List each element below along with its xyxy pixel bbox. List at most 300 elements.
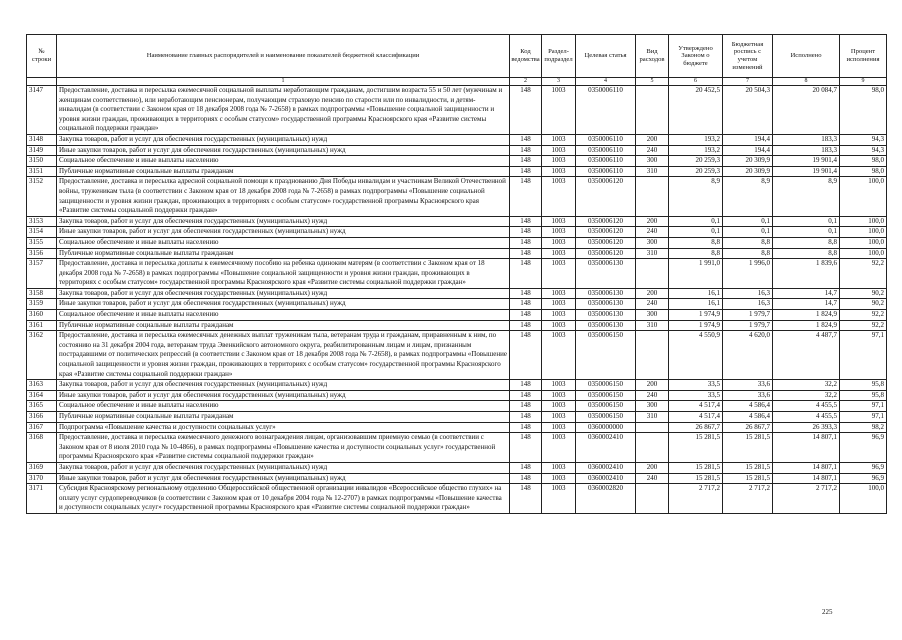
executed-amount-cell: 32,2 [773, 390, 840, 401]
department-code-cell: 148 [510, 177, 542, 216]
column-number-cell: 5 [636, 78, 669, 86]
name-cell: Социальное обеспечение и иные выплаты населению [57, 156, 510, 167]
department-code-cell: 148 [510, 422, 542, 433]
expense-kind-cell: 200 [636, 288, 669, 299]
percent-cell: 100,0 [840, 248, 887, 259]
table-row [27, 145, 887, 156]
approved-amount-cell: 15 281,5 [669, 462, 723, 473]
planned-amount-cell: 0,1 [723, 227, 773, 238]
section-cell: 1003 [542, 299, 576, 310]
row-number-cell: 3158 [27, 288, 57, 299]
executed-amount-cell: 19 901,4 [773, 166, 840, 177]
section-cell: 1003 [542, 331, 576, 380]
name-cell: Закупка товаров, работ и услуг для обеспечения государственных (муниципальных) нужд [57, 288, 510, 299]
column-number-cell: 1 [57, 78, 510, 86]
row-number-cell: 3159 [27, 299, 57, 310]
table-row [27, 380, 887, 391]
planned-amount-cell: 4 620,0 [723, 331, 773, 380]
percent-cell: 100,0 [840, 237, 887, 248]
section-cell: 1003 [542, 237, 576, 248]
row-number-cell: 3153 [27, 216, 57, 227]
planned-amount-cell: 33,6 [723, 390, 773, 401]
expense-kind-cell: 200 [636, 216, 669, 227]
target-article-cell: 0350006120 [576, 227, 636, 238]
planned-amount-cell: 26 867,7 [723, 422, 773, 433]
expense-kind-cell [636, 259, 669, 289]
column-number-row [27, 78, 887, 86]
table-header-row [27, 35, 887, 78]
table-row [27, 259, 887, 289]
executed-amount-cell: 14 807,1 [773, 462, 840, 473]
name-cell: Публичные нормативные социальные выплаты гражданам [57, 412, 510, 423]
name-cell: Иные закупки товаров, работ и услуг для обеспечения государственных (муниципальных) нужд [57, 473, 510, 484]
approved-amount-cell: 15 281,5 [669, 433, 723, 463]
planned-amount-cell: 8,8 [723, 237, 773, 248]
approved-amount-cell: 1 974,9 [669, 310, 723, 321]
executed-amount-cell: 19 901,4 [773, 156, 840, 167]
approved-amount-cell: 4 517,4 [669, 401, 723, 412]
section-cell: 1003 [542, 401, 576, 412]
section-cell: 1003 [542, 412, 576, 423]
table-row [27, 422, 887, 433]
executed-amount-cell: 1 824,9 [773, 320, 840, 331]
percent-cell: 96,9 [840, 462, 887, 473]
row-number-cell: 3155 [27, 237, 57, 248]
planned-amount-cell: 8,9 [723, 177, 773, 216]
name-cell: Иные закупки товаров, работ и услуг для обеспечения государственных (муниципальных) нужд [57, 299, 510, 310]
target-article-cell: 0350006110 [576, 86, 636, 135]
table-row [27, 462, 887, 473]
row-number-cell: 3150 [27, 156, 57, 167]
department-code-cell: 148 [510, 227, 542, 238]
percent-cell: 92,2 [840, 310, 887, 321]
planned-amount-cell: 20 504,3 [723, 86, 773, 135]
section-cell: 1003 [542, 156, 576, 167]
header-expense-kind: Вид расходов [636, 35, 669, 78]
name-cell: Публичные нормативные социальные выплаты гражданам [57, 166, 510, 177]
expense-kind-cell: 300 [636, 156, 669, 167]
column-number-cell: 6 [669, 78, 723, 86]
table-row [27, 166, 887, 177]
department-code-cell: 148 [510, 237, 542, 248]
approved-amount-cell: 1 974,9 [669, 320, 723, 331]
planned-amount-cell: 4 586,4 [723, 412, 773, 423]
name-cell: Закупка товаров, работ и услуг для обеспечения государственных (муниципальных) нужд [57, 380, 510, 391]
expense-kind-cell [636, 86, 669, 135]
approved-amount-cell: 193,2 [669, 134, 723, 145]
section-cell: 1003 [542, 484, 576, 514]
department-code-cell: 148 [510, 331, 542, 380]
name-cell: Иные закупки товаров, работ и услуг для обеспечения государственных (муниципальных) нужд [57, 390, 510, 401]
row-number-cell: 3154 [27, 227, 57, 238]
table-row [27, 177, 887, 216]
approved-amount-cell: 8,9 [669, 177, 723, 216]
expense-kind-cell: 200 [636, 462, 669, 473]
section-cell: 1003 [542, 310, 576, 321]
expense-kind-cell: 200 [636, 134, 669, 145]
row-number-cell: 3171 [27, 484, 57, 514]
column-number-cell: 2 [510, 78, 542, 86]
expense-kind-cell [636, 331, 669, 380]
section-cell: 1003 [542, 216, 576, 227]
table-row [27, 134, 887, 145]
table-row [27, 401, 887, 412]
name-cell: Социальное обеспечение и иные выплаты населению [57, 237, 510, 248]
section-cell: 1003 [542, 390, 576, 401]
percent-cell: 90,2 [840, 299, 887, 310]
target-article-cell: 0350006110 [576, 156, 636, 167]
header-section: Раздел-подраздел [542, 35, 576, 78]
target-article-cell: 0360002820 [576, 484, 636, 514]
column-number-cell [27, 78, 57, 86]
header-target-article: Целевая статья [576, 35, 636, 78]
approved-amount-cell: 2 717,2 [669, 484, 723, 514]
table-row [27, 412, 887, 423]
executed-amount-cell: 2 717,2 [773, 484, 840, 514]
planned-amount-cell: 8,8 [723, 248, 773, 259]
planned-amount-cell: 2 717,2 [723, 484, 773, 514]
budget-report-sheet [26, 34, 886, 514]
approved-amount-cell: 15 281,5 [669, 473, 723, 484]
name-cell: Иные закупки товаров, работ и услуг для обеспечения государственных (муниципальных) нужд [57, 145, 510, 156]
table-row [27, 320, 887, 331]
header-planned: Бюджетная роспись с учетом изменений [723, 35, 773, 78]
percent-cell: 95,8 [840, 380, 887, 391]
header-percent: Процент исполнения [840, 35, 887, 78]
section-cell: 1003 [542, 422, 576, 433]
row-number-cell: 3161 [27, 320, 57, 331]
target-article-cell: 0350006120 [576, 237, 636, 248]
section-cell: 1003 [542, 86, 576, 135]
approved-amount-cell: 8,8 [669, 248, 723, 259]
header-department-code: Код ведомства [510, 35, 542, 78]
expense-kind-cell: 300 [636, 310, 669, 321]
section-cell: 1003 [542, 380, 576, 391]
executed-amount-cell: 4 455,5 [773, 401, 840, 412]
header-approved: Утверждено Законом о бюджете [669, 35, 723, 78]
percent-cell: 98,2 [840, 422, 887, 433]
expense-kind-cell: 240 [636, 390, 669, 401]
department-code-cell: 148 [510, 484, 542, 514]
expense-kind-cell: 310 [636, 248, 669, 259]
percent-cell: 95,8 [840, 390, 887, 401]
row-number-cell: 3156 [27, 248, 57, 259]
expense-kind-cell: 240 [636, 227, 669, 238]
target-article-cell: 0360000000 [576, 422, 636, 433]
target-article-cell: 0350006120 [576, 216, 636, 227]
table-row [27, 216, 887, 227]
section-cell: 1003 [542, 134, 576, 145]
table-row [27, 331, 887, 380]
expense-kind-cell: 240 [636, 145, 669, 156]
department-code-cell: 148 [510, 462, 542, 473]
planned-amount-cell: 16,3 [723, 288, 773, 299]
expense-kind-cell: 240 [636, 299, 669, 310]
department-code-cell: 148 [510, 166, 542, 177]
target-article-cell: 0360002410 [576, 433, 636, 463]
planned-amount-cell: 194,4 [723, 145, 773, 156]
department-code-cell: 148 [510, 299, 542, 310]
table-row [27, 484, 887, 514]
row-number-cell: 3147 [27, 86, 57, 135]
percent-cell: 97,1 [840, 401, 887, 412]
name-cell: Социальное обеспечение и иные выплаты населению [57, 401, 510, 412]
target-article-cell: 0360002410 [576, 473, 636, 484]
planned-amount-cell: 15 281,5 [723, 462, 773, 473]
executed-amount-cell: 20 084,7 [773, 86, 840, 135]
percent-cell: 100,0 [840, 216, 887, 227]
department-code-cell: 148 [510, 401, 542, 412]
row-number-cell: 3169 [27, 462, 57, 473]
table-row [27, 288, 887, 299]
name-cell: Закупка товаров, работ и услуг для обеспечения государственных (муниципальных) нужд [57, 134, 510, 145]
table-row [27, 227, 887, 238]
header-executed: Исполнено [773, 35, 840, 78]
executed-amount-cell: 1 839,6 [773, 259, 840, 289]
department-code-cell: 148 [510, 412, 542, 423]
executed-amount-cell: 1 824,9 [773, 310, 840, 321]
row-number-cell: 3149 [27, 145, 57, 156]
planned-amount-cell: 33,6 [723, 380, 773, 391]
executed-amount-cell: 14,7 [773, 299, 840, 310]
approved-amount-cell: 0,1 [669, 227, 723, 238]
executed-amount-cell: 183,3 [773, 145, 840, 156]
table-row [27, 390, 887, 401]
executed-amount-cell: 183,3 [773, 134, 840, 145]
expense-kind-cell [636, 433, 669, 463]
target-article-cell: 0350006150 [576, 412, 636, 423]
target-article-cell: 0350006110 [576, 145, 636, 156]
expense-kind-cell [636, 177, 669, 216]
target-article-cell: 0350006130 [576, 288, 636, 299]
target-article-cell: 0350006120 [576, 177, 636, 216]
target-article-cell: 0350006130 [576, 310, 636, 321]
target-article-cell: 0350006110 [576, 134, 636, 145]
section-cell: 1003 [542, 433, 576, 463]
target-article-cell: 0350006150 [576, 401, 636, 412]
section-cell: 1003 [542, 177, 576, 216]
column-number-cell: 8 [773, 78, 840, 86]
executed-amount-cell: 4 455,5 [773, 412, 840, 423]
department-code-cell: 148 [510, 216, 542, 227]
row-number-cell: 3163 [27, 380, 57, 391]
percent-cell: 94,3 [840, 145, 887, 156]
column-number-cell: 3 [542, 78, 576, 86]
department-code-cell: 148 [510, 248, 542, 259]
name-cell: Предоставление, доставка и пересылка доплаты к ежемесячному пособию на ребенка одиноким матерям (в соответствии с Законом края от 18 декабря 2008 года № 7-2658) в рамках подпрограммы «Повышение социальной защищенности и уровня жизни граждан, проживающих в территориях с особым статусом» государственной программы Красноярского края «Развитие системы социальной поддержки граждан» [57, 259, 510, 289]
name-cell: Иные закупки товаров, работ и услуг для обеспечения государственных (муниципальных) нужд [57, 227, 510, 238]
approved-amount-cell: 4 550,9 [669, 331, 723, 380]
percent-cell: 100,0 [840, 227, 887, 238]
expense-kind-cell: 310 [636, 412, 669, 423]
page-number: 225 [822, 608, 833, 616]
name-cell: Закупка товаров, работ и услуг для обеспечения государственных (муниципальных) нужд [57, 462, 510, 473]
planned-amount-cell: 4 586,4 [723, 401, 773, 412]
percent-cell: 92,2 [840, 259, 887, 289]
percent-cell: 98,0 [840, 166, 887, 177]
approved-amount-cell: 16,1 [669, 299, 723, 310]
executed-amount-cell: 14,7 [773, 288, 840, 299]
target-article-cell: 0350006150 [576, 390, 636, 401]
expense-kind-cell: 200 [636, 380, 669, 391]
department-code-cell: 148 [510, 145, 542, 156]
department-code-cell: 148 [510, 134, 542, 145]
table-row [27, 237, 887, 248]
planned-amount-cell: 16,3 [723, 299, 773, 310]
percent-cell: 100,0 [840, 484, 887, 514]
approved-amount-cell: 33,5 [669, 380, 723, 391]
name-cell: Публичные нормативные социальные выплаты гражданам [57, 320, 510, 331]
percent-cell: 96,9 [840, 473, 887, 484]
expense-kind-cell [636, 484, 669, 514]
approved-amount-cell: 1 991,0 [669, 259, 723, 289]
expense-kind-cell: 300 [636, 401, 669, 412]
planned-amount-cell: 15 281,5 [723, 473, 773, 484]
planned-amount-cell: 1 979,7 [723, 310, 773, 321]
department-code-cell: 148 [510, 288, 542, 299]
name-cell: Закупка товаров, работ и услуг для обеспечения государственных (муниципальных) нужд [57, 216, 510, 227]
name-cell: Предоставление, доставка и пересылка ежемесячной социальной выплаты неработающим гражданам, достигшим возраста 55 и 50 лет (мужчинам и женщинам соответственно), или неработающим пенсионерам, получающим страховую пенсию по старости или по инвалидности, и детям-инвалидам (в соответствии с Законом края от 18 декабря 2008 года № 7-2658) в рамках подпрограммы «Повышение социальной защищенности и уровня жизни граждан, проживающих в территориях с особым статусом» государственной программы Красноярского края «Развитие системы социальной поддержки граждан» [57, 86, 510, 135]
percent-cell: 96,9 [840, 433, 887, 463]
expense-kind-cell: 310 [636, 320, 669, 331]
table-row [27, 86, 887, 135]
row-number-cell: 3152 [27, 177, 57, 216]
table-row [27, 248, 887, 259]
row-number-cell: 3162 [27, 331, 57, 380]
expense-kind-cell: 310 [636, 166, 669, 177]
executed-amount-cell: 8,9 [773, 177, 840, 216]
target-article-cell: 0350006150 [576, 331, 636, 380]
planned-amount-cell: 194,4 [723, 134, 773, 145]
approved-amount-cell: 20 452,5 [669, 86, 723, 135]
row-number-cell: 3148 [27, 134, 57, 145]
row-number-cell: 3166 [27, 412, 57, 423]
approved-amount-cell: 16,1 [669, 288, 723, 299]
name-cell: Предоставление, доставка и пересылка ежемесячного денежного вознаграждения лицам, организовавшим приемную семью (в соответствии с Законом края от 8 июля 2010 года № 10-4866), в рамках подпрограммы «Повышение качества и доступности социальных услуг» государственной программы Красноярского края «Развитие системы социальной поддержки граждан» [57, 433, 510, 463]
header-row-number: № строки [27, 35, 57, 78]
section-cell: 1003 [542, 259, 576, 289]
approved-amount-cell: 33,5 [669, 390, 723, 401]
section-cell: 1003 [542, 462, 576, 473]
name-cell: Публичные нормативные социальные выплаты гражданам [57, 248, 510, 259]
approved-amount-cell: 193,2 [669, 145, 723, 156]
name-cell: Субсидия Красноярскому региональному отделению Общероссийской общественной организации инвалидов «Всероссийское общество глухих» на оплату услуг сурдопереводчиков (в соответствии с Законом края от 10 декабря 2004 года № 12-2707) в рамках подпрограммы «Повышение качества и доступности социальных услуг» государственной программы Красноярского края «Развитие системы социальной поддержки граждан» [57, 484, 510, 514]
executed-amount-cell: 32,2 [773, 380, 840, 391]
planned-amount-cell: 15 281,5 [723, 433, 773, 463]
planned-amount-cell: 1 996,0 [723, 259, 773, 289]
executed-amount-cell: 26 393,3 [773, 422, 840, 433]
table-row [27, 156, 887, 167]
executed-amount-cell: 8,8 [773, 237, 840, 248]
section-cell: 1003 [542, 320, 576, 331]
target-article-cell: 0350006150 [576, 380, 636, 391]
row-number-cell: 3164 [27, 390, 57, 401]
table-row [27, 299, 887, 310]
row-number-cell: 3167 [27, 422, 57, 433]
section-cell: 1003 [542, 227, 576, 238]
department-code-cell: 148 [510, 310, 542, 321]
planned-amount-cell: 20 309,9 [723, 156, 773, 167]
planned-amount-cell: 0,1 [723, 216, 773, 227]
planned-amount-cell: 20 309,9 [723, 166, 773, 177]
department-code-cell: 148 [510, 433, 542, 463]
executed-amount-cell: 8,8 [773, 248, 840, 259]
percent-cell: 90,2 [840, 288, 887, 299]
section-cell: 1003 [542, 288, 576, 299]
percent-cell: 94,3 [840, 134, 887, 145]
row-number-cell: 3157 [27, 259, 57, 289]
row-number-cell: 3151 [27, 166, 57, 177]
column-number-cell: 4 [576, 78, 636, 86]
target-article-cell: 0350006120 [576, 248, 636, 259]
department-code-cell: 148 [510, 86, 542, 135]
row-number-cell: 3160 [27, 310, 57, 321]
name-cell: Предоставление, доставка и пересылка ежемесячных денежных выплат труженикам тыла, ветеранам труда и гражданам, приравненным к ним, по состоянию на 31 декабря 2004 года, ветеранам труда Эвенкийского автономного округа, реабилитированным лицам и лицам, признанным пострадавшими от политических репрессий (в соответствии с Законом края от 18 декабря 2008 года № 7-2658), в рамках подпрограммы «Повышение социальной защищенности и уровня жизни граждан, проживающих в территориях с особым статусом» государственной программы Красноярского края «Развитие системы социальной поддержки граждан» [57, 331, 510, 380]
executed-amount-cell: 4 487,7 [773, 331, 840, 380]
approved-amount-cell: 4 517,4 [669, 412, 723, 423]
percent-cell: 98,0 [840, 86, 887, 135]
table-row [27, 473, 887, 484]
department-code-cell: 148 [510, 473, 542, 484]
target-article-cell: 0350006130 [576, 299, 636, 310]
approved-amount-cell: 8,8 [669, 237, 723, 248]
table-body [27, 86, 887, 514]
executed-amount-cell: 14 807,1 [773, 473, 840, 484]
percent-cell: 97,1 [840, 331, 887, 380]
planned-amount-cell: 1 979,7 [723, 320, 773, 331]
section-cell: 1003 [542, 473, 576, 484]
percent-cell: 100,0 [840, 177, 887, 216]
table-row [27, 310, 887, 321]
approved-amount-cell: 20 259,3 [669, 166, 723, 177]
target-article-cell: 0350006110 [576, 166, 636, 177]
percent-cell: 98,0 [840, 156, 887, 167]
section-cell: 1003 [542, 166, 576, 177]
executed-amount-cell: 14 807,1 [773, 433, 840, 463]
name-cell: Социальное обеспечение и иные выплаты населению [57, 310, 510, 321]
budget-execution-table [26, 34, 887, 514]
expense-kind-cell: 240 [636, 473, 669, 484]
target-article-cell: 0350006130 [576, 259, 636, 289]
target-article-cell: 0350006130 [576, 320, 636, 331]
name-cell: Предоставление, доставка и пересылка адресной социальной помощи к празднованию Дня Победы инвалидам и участникам Великой Отечественной войны, труженикам тыла (в соответствии с Законом края от 18 декабря 2008 года № 7-2658) в рамках подпрограммы «Повышение социальной защищенности и уровня жизни граждан, проживающих в территориях с особым статусом» государственной программы Красноярского края «Развитие системы социальной поддержки граждан» [57, 177, 510, 216]
executed-amount-cell: 0,1 [773, 227, 840, 238]
row-number-cell: 3170 [27, 473, 57, 484]
row-number-cell: 3168 [27, 433, 57, 463]
section-cell: 1003 [542, 248, 576, 259]
department-code-cell: 148 [510, 320, 542, 331]
row-number-cell: 3165 [27, 401, 57, 412]
department-code-cell: 148 [510, 259, 542, 289]
executed-amount-cell: 0,1 [773, 216, 840, 227]
table-row [27, 433, 887, 463]
target-article-cell: 0360002410 [576, 462, 636, 473]
approved-amount-cell: 20 259,3 [669, 156, 723, 167]
expense-kind-cell [636, 422, 669, 433]
approved-amount-cell: 0,1 [669, 216, 723, 227]
header-name: Наименование главных распорядителей и наименование показателей бюджетной классификации [57, 35, 510, 78]
section-cell: 1003 [542, 145, 576, 156]
percent-cell: 92,2 [840, 320, 887, 331]
approved-amount-cell: 26 867,7 [669, 422, 723, 433]
column-number-cell: 7 [723, 78, 773, 86]
department-code-cell: 148 [510, 390, 542, 401]
name-cell: Подпрограмма «Повышение качества и доступности социальных услуг» [57, 422, 510, 433]
department-code-cell: 148 [510, 156, 542, 167]
percent-cell: 97,1 [840, 412, 887, 423]
department-code-cell: 148 [510, 380, 542, 391]
column-number-cell: 9 [840, 78, 887, 86]
